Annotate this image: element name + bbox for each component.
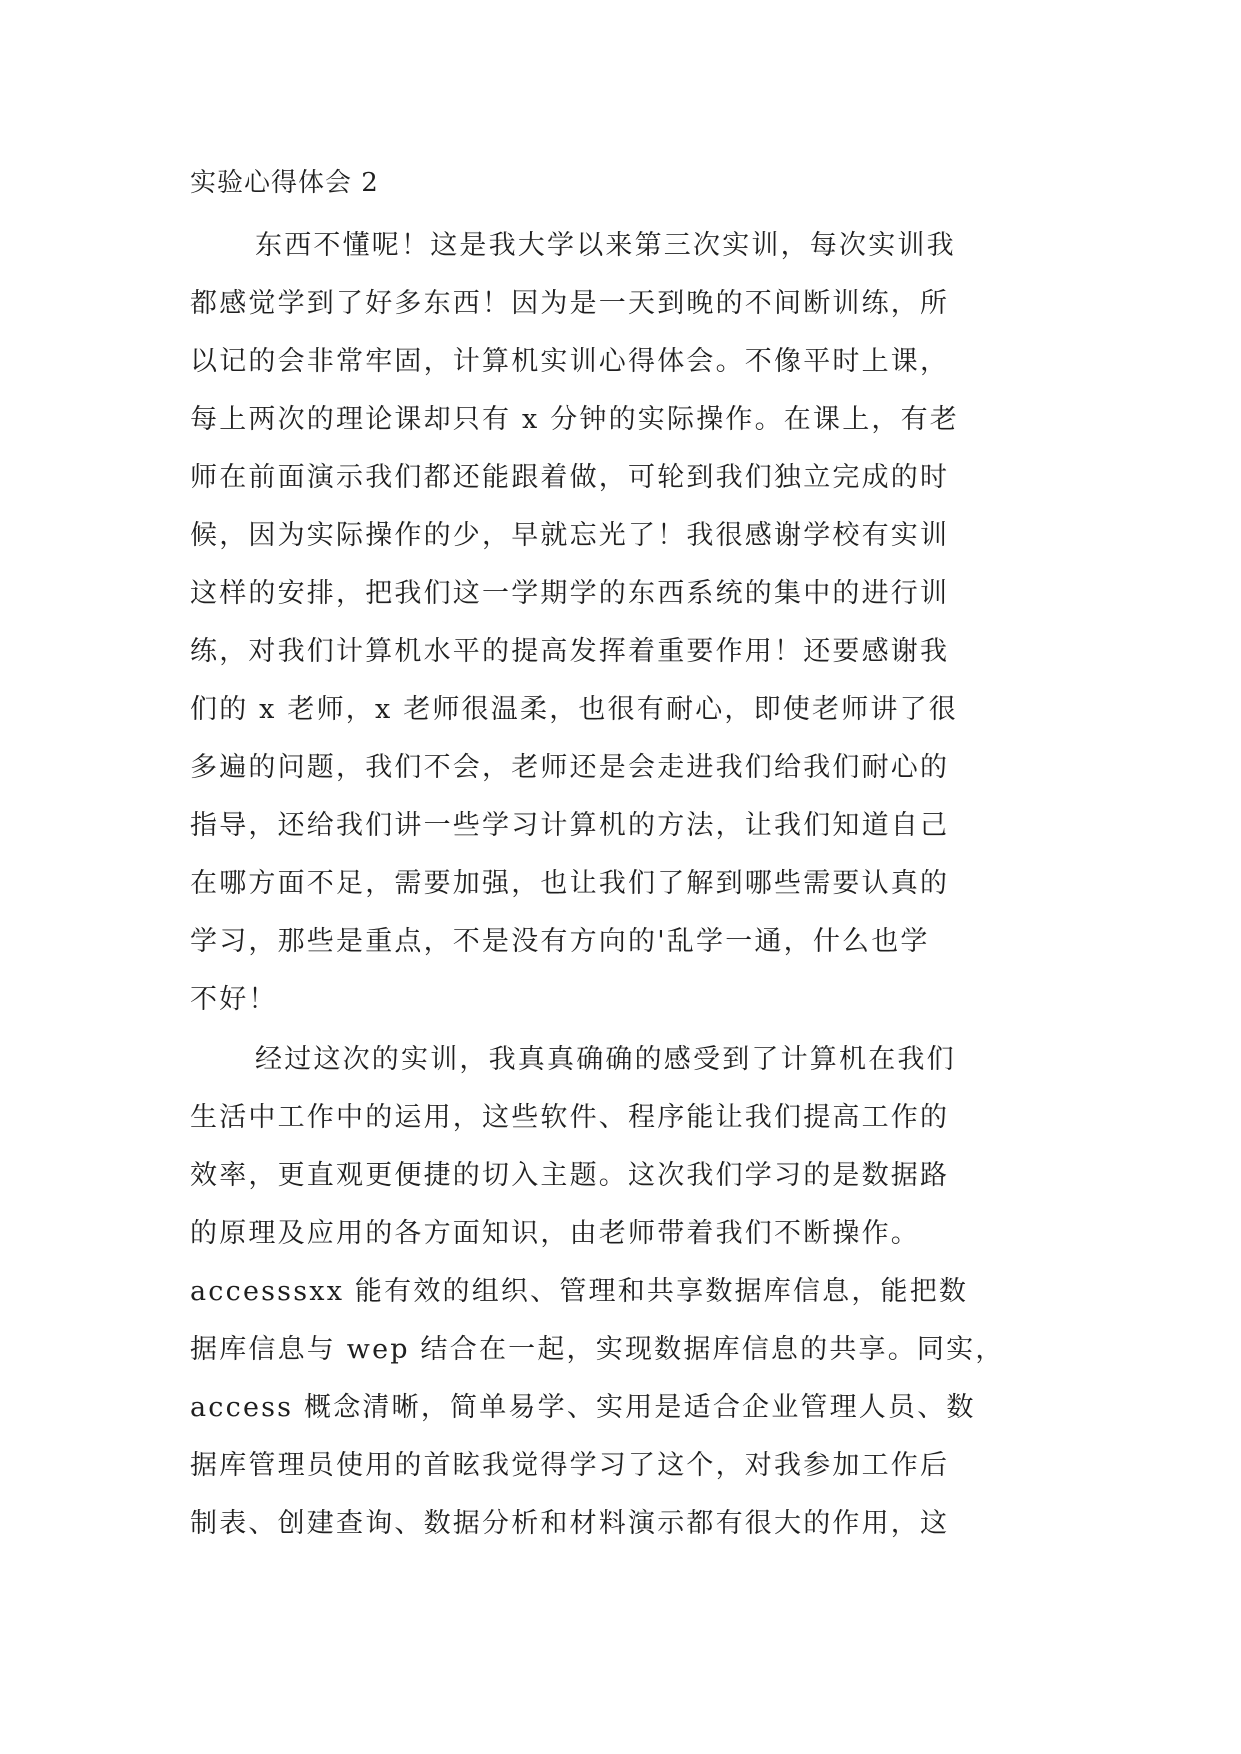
text-line: 的原理及应用的各方面知识，由老师带着我们不断操作。 xyxy=(190,1218,920,1249)
paragraph-1 xyxy=(190,225,1050,1037)
text-line: accesssxx 能有效的组织、管理和共享数据库信息，能把数 xyxy=(190,1276,969,1307)
text-line: 效率，更直观更便捷的切入主题。这次我们学习的是数据路 xyxy=(190,1160,950,1191)
text-line: 东西不懂呢！这是我大学以来第三次实训，每次实训我 xyxy=(255,230,956,261)
text-line: 这样的安排，把我们这一学期学的东西系统的集中的进行训 xyxy=(190,578,950,609)
text-line: 不好！ xyxy=(190,984,278,1015)
paragraph-2 xyxy=(190,1039,1050,1561)
text-line: 经过这次的实训，我真真确确的感受到了计算机在我们 xyxy=(255,1044,956,1075)
text-line: 都感觉学到了好多东西！因为是一天到晚的不间断训练，所 xyxy=(190,288,950,319)
text-line: 每上两次的理论课却只有 x 分钟的实际操作。在课上，有老 xyxy=(190,404,959,435)
text-line: access 概念清晰，简单易学、实用是适合企业管理人员、数 xyxy=(190,1392,976,1423)
text-line: 练，对我们计算机水平的提高发挥着重要作用！还要感谢我 xyxy=(190,636,950,667)
text-line: 据库信息与 wep 结合在一起，实现数据库信息的共享。同实， xyxy=(190,1334,1005,1365)
text-line: 制表、创建查询、数据分析和材料演示都有很大的作用，这 xyxy=(190,1508,950,1539)
text-line: 候，因为实际操作的少，早就忘光了！我很感谢学校有实训 xyxy=(190,520,950,551)
text-line: 生活中工作中的运用，这些软件、程序能让我们提高工作的 xyxy=(190,1102,950,1133)
text-line: 们的 x 老师，x 老师很温柔，也很有耐心，即使老师讲了很 xyxy=(190,694,959,725)
text-line: 在哪方面不足，需要加强，也让我们了解到哪些需要认真的 xyxy=(190,868,950,899)
text-line: 以记的会非常牢固，计算机实训心得体会。不像平时上课， xyxy=(190,346,950,377)
document-body xyxy=(190,225,1050,1561)
document-title: 实验心得体会 2 xyxy=(190,168,379,198)
text-line: 指导，还给我们讲一些学习计算机的方法，让我们知道自己 xyxy=(190,810,950,841)
text-line: 据库管理员使用的首眩我觉得学习了这个，对我参加工作后 xyxy=(190,1450,950,1481)
text-line: 多遍的问题，我们不会，老师还是会走进我们给我们耐心的 xyxy=(190,752,950,783)
text-line: 师在前面演示我们都还能跟着做，可轮到我们独立完成的时 xyxy=(190,462,950,493)
text-line: 学习，那些是重点，不是没有方向的'乱学一通，什么也学 xyxy=(190,926,930,957)
